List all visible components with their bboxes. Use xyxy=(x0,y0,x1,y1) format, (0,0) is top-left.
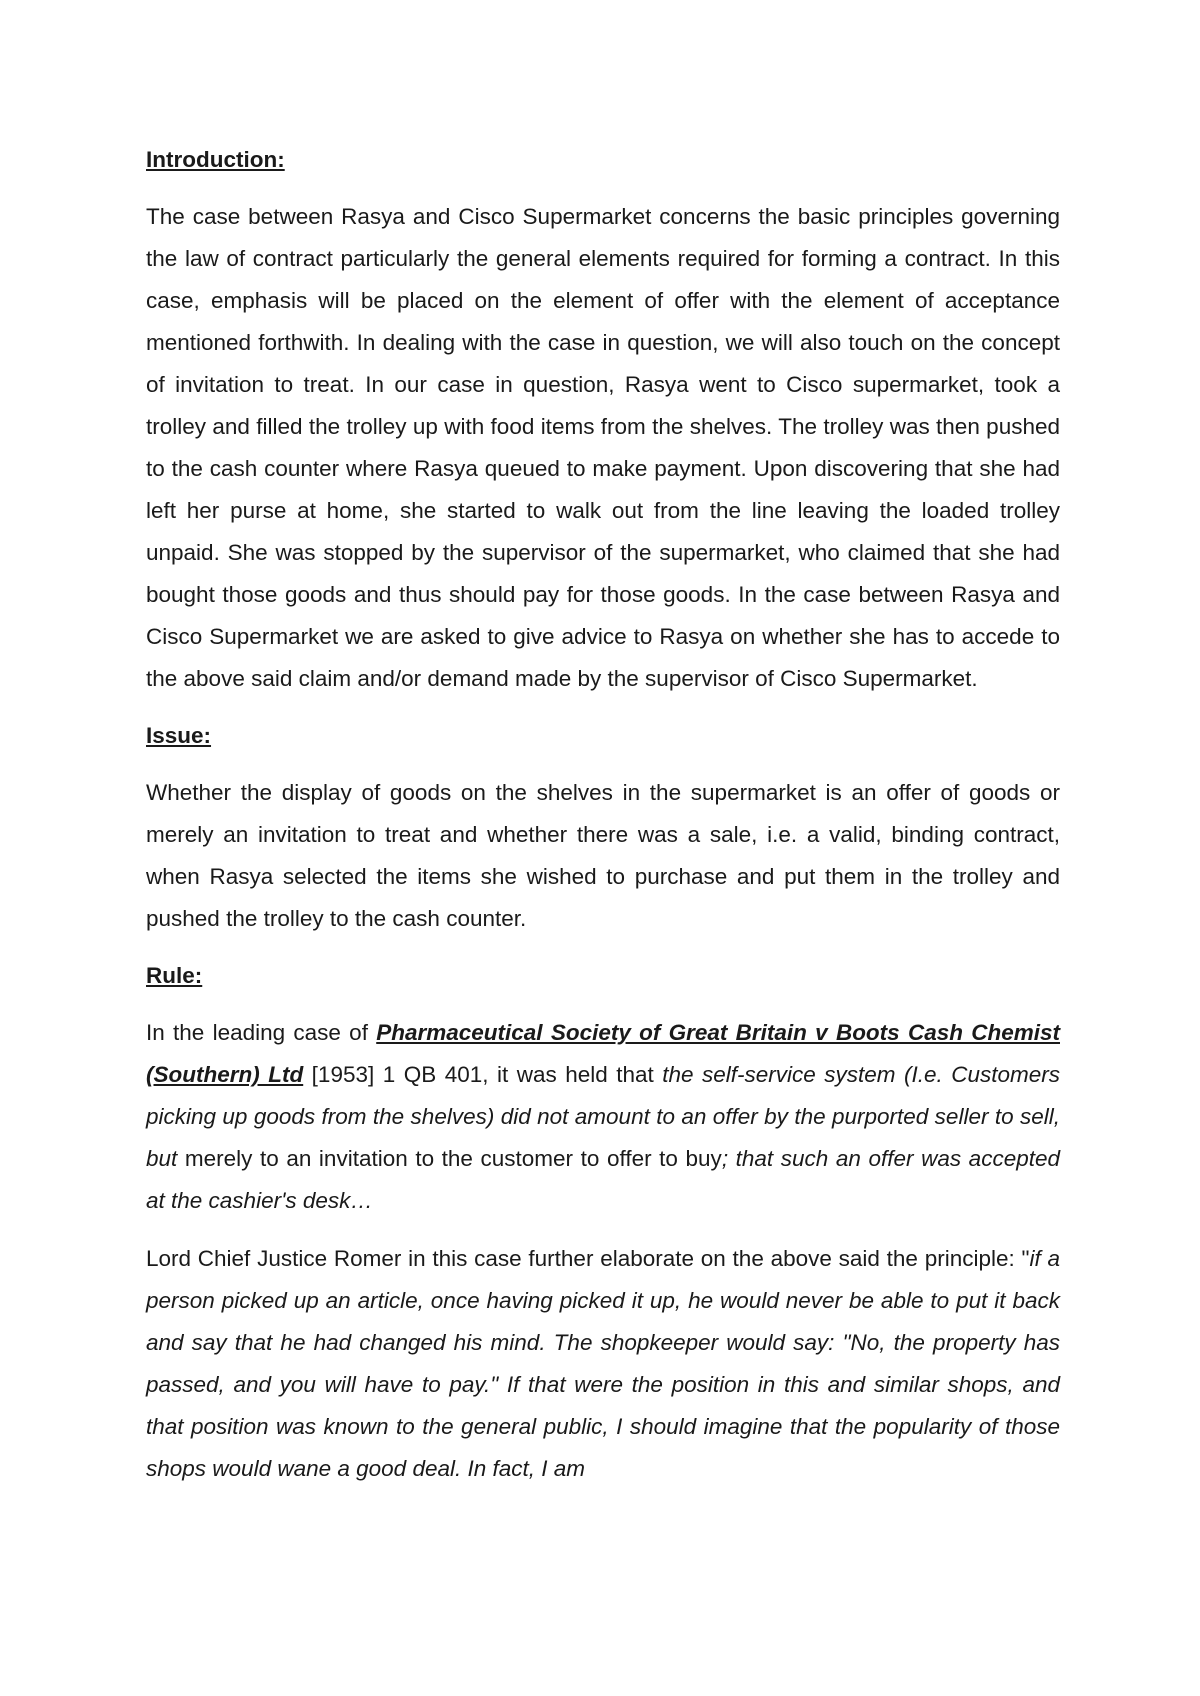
holding-plain-b: merely to an invitation to the customer to offer to buy xyxy=(184,1146,722,1171)
introduction-paragraph: The case between Rasya and Cisco Supermarket concerns the basic principles governing the law of contract particularly the general elements required for forming a contract. In this case, emphasis will be placed on the element of offer with the element of acceptance mentioned forthwith. In dealing with the case in question, we will also touch on the concept of invitation to treat. In our case in question, Rasya went to Cisco supermarket, took a trolley and filled the trolley up with food items from the shelves. The trolley was then pushed to the cash counter where Rasya queued to make payment. Upon discovering that she had left her purse at home, she started to walk out from the line leaving the loaded trolley unpaid. She was stopped by the supervisor of the supermarket, who claimed that she had bought those goods and thus should pay for those goods. In the case between Rasya and Cisco Supermarket we are asked to give advice to Rasya on whether she has to accede to the above said claim and/or demand made by the supervisor of Cisco Supermarket. xyxy=(146,204,1060,691)
rule-paragraph-case xyxy=(146,1012,1060,1222)
case-citation: [1953] 1 QB 401, it was held that xyxy=(303,1062,663,1087)
issue-paragraph: Whether the display of goods on the shelves in the supermarket is an offer of goods or merely an invitation to treat and whether there was a sale, i.e. a valid, binding contract, when Rasya selected the items she wished to purchase and put them in the trolley and pushed the trolley to the cash counter. xyxy=(146,780,1060,931)
rule-heading: Rule: xyxy=(146,963,203,988)
romer-lead: Lord Chief Justice Romer in this case further elaborate on the above said the principle: " xyxy=(146,1246,1030,1271)
case-name: Pharmaceutical Society of Great Britain v Boots Cash Chemist (Southern) Ltd xyxy=(146,1020,1060,1087)
issue-heading: Issue: xyxy=(146,723,212,748)
rule-paragraph-romer xyxy=(146,1238,1060,1490)
holding-italic-a: the self-service system (I.e. Customers picking up goods from the shelves) did not amount to an offer by the purported seller to sell, but xyxy=(146,1062,1060,1171)
introduction-heading: Introduction: xyxy=(146,147,285,172)
document-page xyxy=(146,140,1060,1506)
romer-quote: if a person picked up an article, once having picked it up, he would never be able to put it back and say that he had changed his mind. The shopkeeper would say: "No, the property has passed, and you will have to pay." If that were the position in this and similar shops, and that position was known to the general public, I should imagine that the popularity of those shops would wane a good deal. In fact, I am xyxy=(146,1246,1060,1481)
holding-italic-c: ; that such an offer was accepted at the cashier's desk… xyxy=(146,1146,1061,1213)
rule-case-lead: In the leading case of xyxy=(146,1020,377,1045)
